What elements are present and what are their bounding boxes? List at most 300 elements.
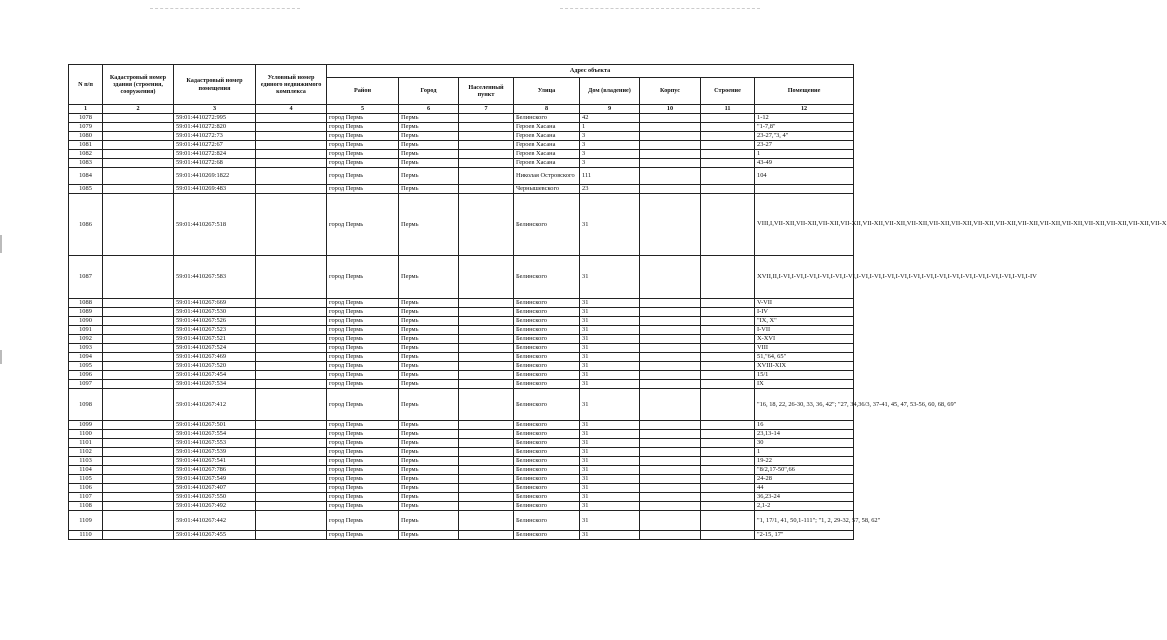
street-cell: Николая Островского	[514, 168, 580, 185]
table-row	[69, 475, 854, 484]
cond-cell	[256, 457, 327, 466]
district-cell: город Пермь	[327, 308, 399, 317]
row-number: 1110	[69, 531, 103, 540]
street-cell: Белинского	[514, 308, 580, 317]
column-number: 2	[103, 105, 174, 114]
city-cell: Пермь	[399, 389, 459, 421]
city-cell: Пермь	[399, 353, 459, 362]
table-row	[69, 299, 854, 308]
house-cell: 31	[580, 493, 640, 502]
building-cad-cell	[103, 430, 174, 439]
house-cell: 31	[580, 511, 640, 531]
building-cad-cell	[103, 531, 174, 540]
building-cad-cell	[103, 123, 174, 132]
street-cell: Белинского	[514, 421, 580, 430]
settlement-cell	[459, 335, 514, 344]
street-cell: Героев Хасана	[514, 141, 580, 150]
row-number: 1105	[69, 475, 103, 484]
korpus-cell	[640, 448, 701, 457]
cond-cell	[256, 326, 327, 335]
cond-cell	[256, 511, 327, 531]
korpus-cell	[640, 326, 701, 335]
city-cell: Пермь	[399, 335, 459, 344]
room-cell: 51,"64, 65"	[755, 353, 854, 362]
room-cell: IX	[755, 380, 854, 389]
cond-cell	[256, 168, 327, 185]
house-cell: 31	[580, 421, 640, 430]
cond-cell	[256, 141, 327, 150]
building-cell	[701, 475, 755, 484]
table-row	[69, 421, 854, 430]
room-cad-cell: 59:01:4410272:73	[174, 132, 256, 141]
building-cad-cell	[103, 256, 174, 299]
district-cell: город Пермь	[327, 448, 399, 457]
row-number: 1087	[69, 256, 103, 299]
district-cell: город Пермь	[327, 380, 399, 389]
room-cad-cell: 59:01:4410267:521	[174, 335, 256, 344]
table-row	[69, 430, 854, 439]
cond-cell	[256, 371, 327, 380]
row-number: 1085	[69, 185, 103, 194]
building-cell	[701, 168, 755, 185]
korpus-cell	[640, 353, 701, 362]
building-cad-cell	[103, 132, 174, 141]
city-cell: Пермь	[399, 344, 459, 353]
cond-cell	[256, 484, 327, 493]
column-number: 11	[701, 105, 755, 114]
building-cad-cell	[103, 439, 174, 448]
cond-cell	[256, 430, 327, 439]
cond-cell	[256, 448, 327, 457]
table-row	[69, 484, 854, 493]
cond-cell	[256, 185, 327, 194]
table-row	[69, 256, 854, 299]
city-cell: Пермь	[399, 439, 459, 448]
row-number: 1101	[69, 439, 103, 448]
settlement-cell	[459, 132, 514, 141]
building-cell	[701, 141, 755, 150]
room-cell: 19-22	[755, 457, 854, 466]
cond-cell	[256, 256, 327, 299]
building-cell	[701, 439, 755, 448]
room-cad-cell: 59:01:4410267:407	[174, 484, 256, 493]
room-cad-cell: 59:01:4410267:534	[174, 380, 256, 389]
city-cell: Пермь	[399, 159, 459, 168]
room-cell: X-XVI	[755, 335, 854, 344]
house-cell: 3	[580, 132, 640, 141]
room-cell: 23-27,"3, 4"	[755, 132, 854, 141]
header-n: N п/п	[69, 65, 103, 105]
room-cad-cell: 59:01:4410267:553	[174, 439, 256, 448]
settlement-cell	[459, 150, 514, 159]
building-cell	[701, 511, 755, 531]
building-cad-cell	[103, 150, 174, 159]
settlement-cell	[459, 421, 514, 430]
settlement-cell	[459, 299, 514, 308]
table-row	[69, 531, 854, 540]
settlement-cell	[459, 484, 514, 493]
street-cell: Белинского	[514, 362, 580, 371]
header-korpus: Корпус	[640, 78, 701, 105]
korpus-cell	[640, 362, 701, 371]
street-cell: Белинского	[514, 194, 580, 256]
building-cell	[701, 466, 755, 475]
house-cell: 111	[580, 168, 640, 185]
settlement-cell	[459, 362, 514, 371]
building-cad-cell	[103, 344, 174, 353]
city-cell: Пермь	[399, 123, 459, 132]
building-cad-cell	[103, 299, 174, 308]
house-cell: 31	[580, 317, 640, 326]
table-row	[69, 344, 854, 353]
settlement-cell	[459, 123, 514, 132]
settlement-cell	[459, 475, 514, 484]
house-cell: 23	[580, 185, 640, 194]
house-cell: 31	[580, 531, 640, 540]
building-cad-cell	[103, 168, 174, 185]
district-cell: город Пермь	[327, 114, 399, 123]
row-number: 1094	[69, 353, 103, 362]
row-number: 1100	[69, 430, 103, 439]
cond-cell	[256, 475, 327, 484]
building-cad-cell	[103, 194, 174, 256]
row-number: 1104	[69, 466, 103, 475]
building-cell	[701, 493, 755, 502]
room-cad-cell: 59:01:4410267:412	[174, 389, 256, 421]
street-cell: Белинского	[514, 475, 580, 484]
city-cell: Пермь	[399, 493, 459, 502]
table-row	[69, 380, 854, 389]
district-cell: город Пермь	[327, 502, 399, 511]
table-row	[69, 185, 854, 194]
room-cad-cell: 59:01:4410272:67	[174, 141, 256, 150]
house-cell: 31	[580, 326, 640, 335]
house-cell: 31	[580, 502, 640, 511]
room-cell: V-VII	[755, 299, 854, 308]
table-row	[69, 466, 854, 475]
street-cell: Белинского	[514, 439, 580, 448]
row-number: 1078	[69, 114, 103, 123]
building-cell	[701, 308, 755, 317]
house-cell: 3	[580, 159, 640, 168]
korpus-cell	[640, 380, 701, 389]
cond-cell	[256, 308, 327, 317]
building-cell	[701, 256, 755, 299]
korpus-cell	[640, 123, 701, 132]
room-cad-cell: 59:01:4410267:492	[174, 502, 256, 511]
house-cell: 31	[580, 430, 640, 439]
district-cell: город Пермь	[327, 353, 399, 362]
row-number: 1092	[69, 335, 103, 344]
street-cell: Белинского	[514, 344, 580, 353]
street-cell: Героев Хасана	[514, 150, 580, 159]
room-cell: 2,1-2	[755, 502, 854, 511]
city-cell: Пермь	[399, 457, 459, 466]
table-row	[69, 362, 854, 371]
building-cell	[701, 389, 755, 421]
city-cell: Пермь	[399, 317, 459, 326]
building-cell	[701, 194, 755, 256]
korpus-cell	[640, 114, 701, 123]
cond-cell	[256, 194, 327, 256]
building-cell	[701, 326, 755, 335]
house-cell: 31	[580, 308, 640, 317]
room-cad-cell: 59:01:4410272:820	[174, 123, 256, 132]
table-row	[69, 389, 854, 421]
cond-cell	[256, 344, 327, 353]
cond-cell	[256, 123, 327, 132]
building-cad-cell	[103, 141, 174, 150]
street-cell: Белинского	[514, 380, 580, 389]
building-cad-cell	[103, 421, 174, 430]
building-cell	[701, 353, 755, 362]
street-cell: Белинского	[514, 326, 580, 335]
korpus-cell	[640, 256, 701, 299]
header-city: Город	[399, 78, 459, 105]
street-cell: Белинского	[514, 389, 580, 421]
room-cell: "8/2,17-50",66	[755, 466, 854, 475]
row-number: 1095	[69, 362, 103, 371]
column-number: 7	[459, 105, 514, 114]
table-row	[69, 123, 854, 132]
city-cell: Пермь	[399, 141, 459, 150]
document-page	[68, 64, 1167, 540]
street-cell: Белинского	[514, 511, 580, 531]
table-row	[69, 141, 854, 150]
room-cad-cell: 59:01:4410267:550	[174, 493, 256, 502]
header-address: Адрес объекта	[327, 65, 854, 78]
column-number: 3	[174, 105, 256, 114]
room-cell: XVII,II,I-VI,I-VI,I-VI,I-VI,I-VI,I-VI,I-VI,I-VI,I-VI,I-VI,I-VI,I-VI,I-VI,I-VI,I-VI,I-VI,I-VI,I-VI,I-VI,I-IV	[755, 256, 854, 299]
building-cell	[701, 317, 755, 326]
street-cell: Белинского	[514, 430, 580, 439]
column-number: 5	[327, 105, 399, 114]
settlement-cell	[459, 114, 514, 123]
building-cell	[701, 502, 755, 511]
table-row	[69, 194, 854, 256]
district-cell: город Пермь	[327, 335, 399, 344]
house-cell: 31	[580, 335, 640, 344]
city-cell: Пермь	[399, 185, 459, 194]
row-number: 1082	[69, 150, 103, 159]
building-cad-cell	[103, 362, 174, 371]
district-cell: город Пермь	[327, 299, 399, 308]
room-cad-cell: 59:01:4410267:501	[174, 421, 256, 430]
street-cell: Чернышевского	[514, 185, 580, 194]
street-cell: Белинского	[514, 353, 580, 362]
table-row	[69, 457, 854, 466]
district-cell: город Пермь	[327, 317, 399, 326]
settlement-cell	[459, 493, 514, 502]
district-cell: город Пермь	[327, 168, 399, 185]
room-cell: 23,13-14	[755, 430, 854, 439]
cond-cell	[256, 531, 327, 540]
cond-cell	[256, 299, 327, 308]
header-settlement: Населенный пункт	[459, 78, 514, 105]
building-cell	[701, 114, 755, 123]
row-number: 1090	[69, 317, 103, 326]
header-building-cad: Кадастровый номер здания (строения, сооружения)	[103, 65, 174, 105]
room-cell: "16, 18, 22, 26-30, 33, 36, 42"; "27, 34,36/3, 37-41, 45, 47, 53-56, 60, 68, 69"	[755, 389, 854, 421]
room-cad-cell: 59:01:4410267:442	[174, 511, 256, 531]
building-cell	[701, 344, 755, 353]
row-number: 1099	[69, 421, 103, 430]
building-cad-cell	[103, 448, 174, 457]
room-cell: 1	[755, 150, 854, 159]
settlement-cell	[459, 308, 514, 317]
room-cad-cell: 59:01:4410267:469	[174, 353, 256, 362]
district-cell: город Пермь	[327, 531, 399, 540]
district-cell: город Пермь	[327, 150, 399, 159]
settlement-cell	[459, 448, 514, 457]
row-number: 1081	[69, 141, 103, 150]
city-cell: Пермь	[399, 421, 459, 430]
room-cad-cell: 59:01:4410267:520	[174, 362, 256, 371]
room-cad-cell: 59:01:4410267:669	[174, 299, 256, 308]
scan-artifact	[560, 8, 760, 9]
building-cell	[701, 185, 755, 194]
korpus-cell	[640, 335, 701, 344]
district-cell: город Пермь	[327, 484, 399, 493]
header-street: Улица	[514, 78, 580, 105]
room-cell	[755, 185, 854, 194]
house-cell: 31	[580, 362, 640, 371]
room-cad-cell: 59:01:4410267:454	[174, 371, 256, 380]
building-cad-cell	[103, 353, 174, 362]
korpus-cell	[640, 511, 701, 531]
room-cad-cell: 59:01:4410269:483	[174, 185, 256, 194]
room-cad-cell: 59:01:4410267:526	[174, 317, 256, 326]
header-district: Район	[327, 78, 399, 105]
korpus-cell	[640, 439, 701, 448]
house-cell: 1	[580, 123, 640, 132]
room-cell: 30	[755, 439, 854, 448]
district-cell: город Пермь	[327, 141, 399, 150]
street-cell: Белинского	[514, 531, 580, 540]
building-cell	[701, 380, 755, 389]
room-cad-cell: 59:01:4410267:541	[174, 457, 256, 466]
korpus-cell	[640, 159, 701, 168]
row-number: 1103	[69, 457, 103, 466]
district-cell: город Пермь	[327, 421, 399, 430]
house-cell: 31	[580, 475, 640, 484]
street-cell: Белинского	[514, 493, 580, 502]
cond-cell	[256, 317, 327, 326]
street-cell: Героев Хасана	[514, 159, 580, 168]
building-cad-cell	[103, 317, 174, 326]
building-cell	[701, 421, 755, 430]
column-number-row	[69, 105, 854, 114]
room-cell: XVIII-XIX	[755, 362, 854, 371]
room-cad-cell: 59:01:4410267:455	[174, 531, 256, 540]
row-number: 1080	[69, 132, 103, 141]
building-cad-cell	[103, 389, 174, 421]
row-number: 1079	[69, 123, 103, 132]
table-row	[69, 371, 854, 380]
korpus-cell	[640, 308, 701, 317]
room-cell: "1, 17/1, 41, 50,1-111"; "1, 2, 29-32, 57, 58, 62"	[755, 511, 854, 531]
table-row	[69, 326, 854, 335]
house-cell: 42	[580, 114, 640, 123]
settlement-cell	[459, 457, 514, 466]
city-cell: Пермь	[399, 114, 459, 123]
room-cad-cell: 59:01:4410267:524	[174, 344, 256, 353]
room-cell: I-VII	[755, 326, 854, 335]
column-number: 4	[256, 105, 327, 114]
district-cell: город Пермь	[327, 256, 399, 299]
korpus-cell	[640, 466, 701, 475]
table-row	[69, 168, 854, 185]
table-row	[69, 150, 854, 159]
building-cad-cell	[103, 484, 174, 493]
column-number: 9	[580, 105, 640, 114]
house-cell: 31	[580, 389, 640, 421]
room-cell: VIII	[755, 344, 854, 353]
building-cad-cell	[103, 185, 174, 194]
row-number: 1084	[69, 168, 103, 185]
house-cell: 31	[580, 380, 640, 389]
room-cell: VIII,I,VII-XII,VII-XII,VII-XII,VII-XII,VII-XII,VII-XII,VII-XII,VII-XII,VII-XII,VII-XII,VII-XII,VII-XII,VII-XII,VII-XII,VII-XII,VII-XII,VII-XII,VII-X	[755, 194, 854, 256]
house-cell: 31	[580, 439, 640, 448]
building-cad-cell	[103, 466, 174, 475]
column-number: 8	[514, 105, 580, 114]
settlement-cell	[459, 511, 514, 531]
street-cell: Белинского	[514, 466, 580, 475]
building-cell	[701, 123, 755, 132]
house-cell: 31	[580, 457, 640, 466]
settlement-cell	[459, 141, 514, 150]
cond-cell	[256, 421, 327, 430]
cond-cell	[256, 159, 327, 168]
house-cell: 31	[580, 299, 640, 308]
property-table	[68, 64, 1167, 540]
table-row	[69, 448, 854, 457]
settlement-cell	[459, 531, 514, 540]
header-room-cad: Кадастровый номер помещения	[174, 65, 256, 105]
house-cell: 31	[580, 256, 640, 299]
street-cell: Белинского	[514, 299, 580, 308]
header-house: Дом (владение)	[580, 78, 640, 105]
settlement-cell	[459, 317, 514, 326]
building-cell	[701, 371, 755, 380]
column-number: 6	[399, 105, 459, 114]
building-cell	[701, 531, 755, 540]
house-cell: 31	[580, 448, 640, 457]
district-cell: город Пермь	[327, 344, 399, 353]
settlement-cell	[459, 326, 514, 335]
house-cell: 31	[580, 353, 640, 362]
korpus-cell	[640, 317, 701, 326]
district-cell: город Пермь	[327, 371, 399, 380]
row-number: 1089	[69, 308, 103, 317]
building-cad-cell	[103, 511, 174, 531]
room-cell: 43-49	[755, 159, 854, 168]
building-cad-cell	[103, 380, 174, 389]
city-cell: Пермь	[399, 475, 459, 484]
street-cell: Белинского	[514, 484, 580, 493]
building-cad-cell	[103, 475, 174, 484]
row-number: 1091	[69, 326, 103, 335]
row-number: 1109	[69, 511, 103, 531]
city-cell: Пермь	[399, 531, 459, 540]
room-cell: I-IV	[755, 308, 854, 317]
room-cad-cell: 59:01:4410272:995	[174, 114, 256, 123]
room-cell: 1	[755, 448, 854, 457]
building-cell	[701, 159, 755, 168]
cond-cell	[256, 380, 327, 389]
table-row	[69, 317, 854, 326]
room-cell: 104	[755, 168, 854, 185]
